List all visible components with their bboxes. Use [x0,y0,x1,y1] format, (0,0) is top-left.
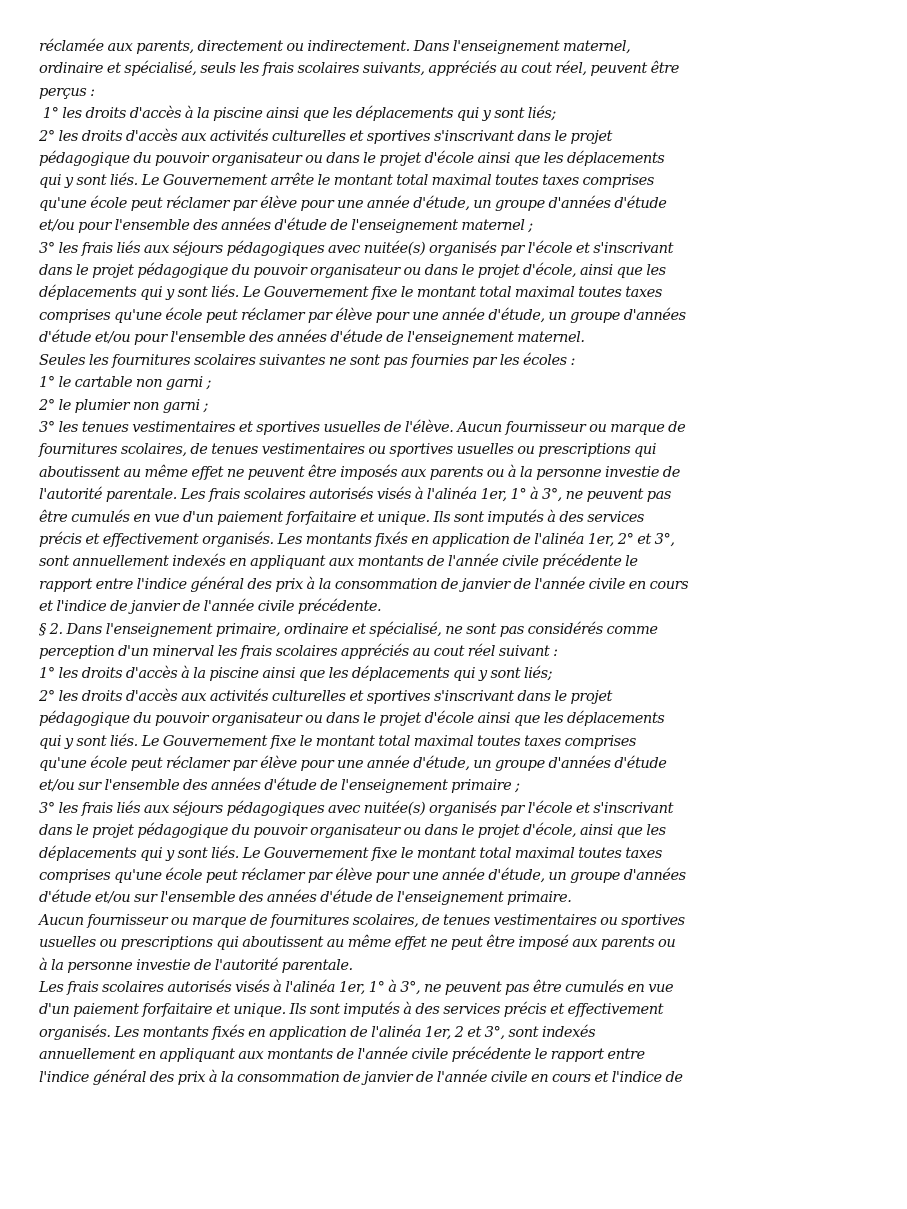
text-line: 1° les droits d'accès à la piscine ainsi que les déplacements qui y sont liés; [39,105,556,123]
text-line: d'étude et/ou pour l'ensemble des années d'étude de l'enseignement maternel. [39,329,585,347]
text-line: qui y sont liés. Le Gouvernement arrête le montant total maximal toutes taxes comprises [39,172,654,190]
text-line: organisés. Les montants fixés en application de l'alinéa 1er, 2 et 3°, sont indexés [39,1023,596,1041]
text-line: d'étude et/ou sur l'ensemble des années d'étude de l'enseignement primaire. [39,889,572,907]
text-line: pédagogique du pouvoir organisateur ou dans le projet d'école ainsi que les déplacements [39,710,665,728]
text-line: Les frais scolaires autorisés visés à l'alinéa 1er, 1° à 3°, ne peuvent pas être cumulés en vue [39,979,674,997]
text-line: être cumulés en vue d'un paiement forfaitaire et unique. Ils sont imputés à des services [39,508,644,526]
text-line: perception d'un minerval les frais scolaires appréciés au cout réel suivant : [39,642,558,660]
text-line: Seules les fournitures scolaires suivantes ne sont pas fournies par les écoles : [39,351,575,369]
text-line: sont annuellement indexés en appliquant aux montants de l'année civile précédente le [39,553,638,571]
text-line: 1° les droits d'accès à la piscine ainsi que les déplacements qui y sont liés; [39,665,553,683]
text-line: précis et effectivement organisés. Les montants fixés en application de l'alinéa 1er, 2° et 3°, [39,530,675,548]
text-line: 1° le cartable non garni ; [39,374,212,392]
text-line: l'autorité parentale. Les frais scolaires autorisés visés à l'alinéa 1er, 1° à 3°, ne peuvent pas [39,486,671,504]
text-line: usuelles ou prescriptions qui aboutissent au même effet ne peut être imposé aux parents ou [39,934,676,952]
text-line: ordinaire et spécialisé, seuls les frais scolaires suivants, appréciés au cout réel, peuvent être [39,60,679,78]
text-line: l'indice général des prix à la consommation de janvier de l'année civile en cours et l'indice de [39,1068,683,1086]
text-line: fournitures scolaires, de tenues vestimentaires ou sportives usuelles ou prescriptions qui [39,441,657,459]
document-page [39,36,749,1089]
text-line: dans le projet pédagogique du pouvoir organisateur ou dans le projet d'école, ainsi que les [39,822,666,840]
text-line: comprises qu'une école peut réclamer par élève pour une année d'étude, un groupe d'années [39,867,686,885]
text-line: réclamée aux parents, directement ou indirectement. Dans l'enseignement maternel, [39,38,631,55]
text-line: comprises qu'une école peut réclamer par élève pour une année d'étude, un groupe d'années [39,306,686,324]
text-line: à la personne investie de l'autorité parentale. [39,956,353,974]
text-line: qu'une école peut réclamer par élève pour une année d'étude, un groupe d'années d'étude [39,194,667,212]
text-line: déplacements qui y sont liés. Le Gouvernement fixe le montant total maximal toutes taxes [39,284,662,302]
text-line: 2° le plumier non garni ; [39,396,208,414]
text-line: aboutissent au même effet ne peuvent être imposés aux parents ou à la personne investie de [39,463,680,481]
text-line: qu'une école peut réclamer par élève pour une année d'étude, un groupe d'années d'étude [39,755,667,772]
text-line: annuellement en appliquant aux montants de l'année civile précédente le rapport entre [39,1046,645,1064]
text-line: et/ou sur l'ensemble des années d'étude de l'enseignement primaire ; [39,777,520,795]
text-line: qui y sont liés. Le Gouvernement fixe le montant total maximal toutes taxes comprises [39,732,636,750]
text-line: pédagogique du pouvoir organisateur ou dans le projet d'école ainsi que les déplacements [39,150,665,168]
text-line: § 2. Dans l'enseignement primaire, ordinaire et spécialisé, ne sont pas considérés comme [39,620,658,638]
text-line: 3° les frais liés aux séjours pédagogiques avec nuitée(s) organisés par l'école et s'inscrivant [39,799,673,817]
text-line: dans le projet pédagogique du pouvoir organisateur ou dans le projet d'école, ainsi que les [39,262,666,280]
text-line: Aucun fournisseur ou marque de fournitures scolaires, de tenues vestimentaires ou sportives [39,911,685,929]
text-line: 3° les tenues vestimentaires et sportives usuelles de l'élève. Aucun fournisseur ou marque de [39,418,686,436]
text-line: et l'indice de janvier de l'année civile précédente. [39,598,382,616]
text-line: et/ou pour l'ensemble des années d'étude de l'enseignement maternel ; [39,217,533,235]
text-line: d'un paiement forfaitaire et unique. Ils sont imputés à des services précis et effectivement [39,1001,664,1019]
text-line: 2° les droits d'accès aux activités culturelles et sportives s'inscrivant dans le projet [39,687,612,705]
text-line: déplacements qui y sont liés. Le Gouvernement fixe le montant total maximal toutes taxes [39,844,662,862]
text-line: 2° les droits d'accès aux activités culturelles et sportives s'inscrivant dans le projet [39,127,612,145]
text-line: perçus : [39,82,95,100]
text-line: rapport entre l'indice général des prix à la consommation de janvier de l'année civile en cours [39,575,689,593]
text-line: 3° les frais liés aux séjours pédagogiques avec nuitée(s) organisés par l'école et s'inscrivant [39,239,673,257]
